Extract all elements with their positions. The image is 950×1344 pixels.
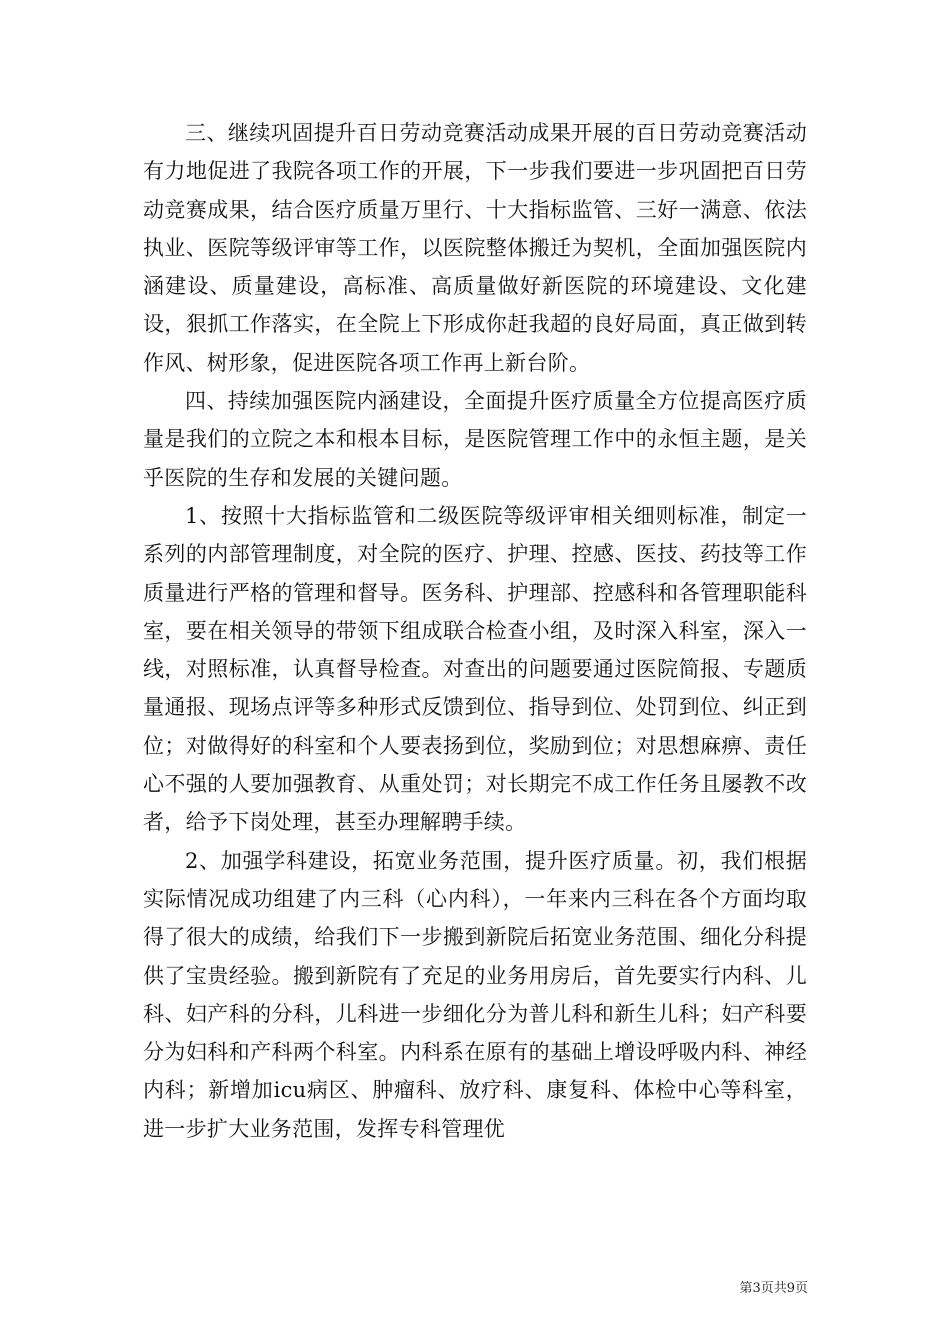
page-number-footer: 第3页共9页	[739, 1281, 808, 1296]
paragraph-section-four: 四、持续加强医院内涵建设，全面提升医疗质量全方位提高医疗质量是我们的立院之本和根本目标，是医院管理工作中的永恒主题，是关乎医院的生存和发展的关键问题。	[143, 389, 807, 490]
paragraph-item-one: 1、按照十大指标监管和二级医院等级评审相关细则标准，制定一系列的内部管理制度，对全院的医疗、护理、控感、医技、药技等工作质量进行严格的管理和督导。医务科、护理部、控感科和各管理职能科室，要在相关领导的带领下组成联合检查小组，及时深入科室，深入一线，对照标准，认真督导检查。对查出的问题要通过医院简报、专题质量通报、现场点评等多种形式反馈到位、指导到位、处罚到位、纠正到位；对做得好的科室和个人要表扬到位，奖励到位；对思想麻痹、责任心不强的人要加强教育、从重处罚；对长期完不成工作任务且屡教不改者，给予下岗处理，甚至办理解聘手续。	[143, 503, 807, 835]
document-body	[143, 114, 807, 1148]
paragraph-item-two: 2、加强学科建设，拓宽业务范围，提升医疗质量。初，我们根据实际情况成功组建了内三科（心内科），一年来内三科在各个方面均取得了很大的成绩，给我们下一步搬到新院后拓宽业务范围、细化分科提供了宝贵经验。搬到新院有了充足的业务用房后，首先要实行内科、儿科、妇产科的分科，儿科进一步细化分为普儿科和新生儿科；妇产科要分为妇科和产科两个科室。内科系在原有的基础上增设呼吸内科、神经内科；新增加icu病区、肿瘤科、放疗科、康复科、体检中心等科室，进一步扩大业务范围，发挥专科管理优	[143, 848, 807, 1141]
paragraph-section-three: 三、继续巩固提升百日劳动竞赛活动成果开展的百日劳动竞赛活动有力地促进了我院各项工作的开展，下一步我们要进一步巩固把百日劳动竞赛成果，结合医疗质量万里行、十大指标监管、三好一满意、依法执业、医院等级评审等工作，以医院整体搬迁为契机，全面加强医院内涵建设、质量建设，高标准、高质量做好新医院的环境建设、文化建设，狠抓工作落实，在全院上下形成你赶我超的良好局面，真正做到转作风、树形象，促进医院各项工作再上新台阶。	[143, 121, 807, 375]
